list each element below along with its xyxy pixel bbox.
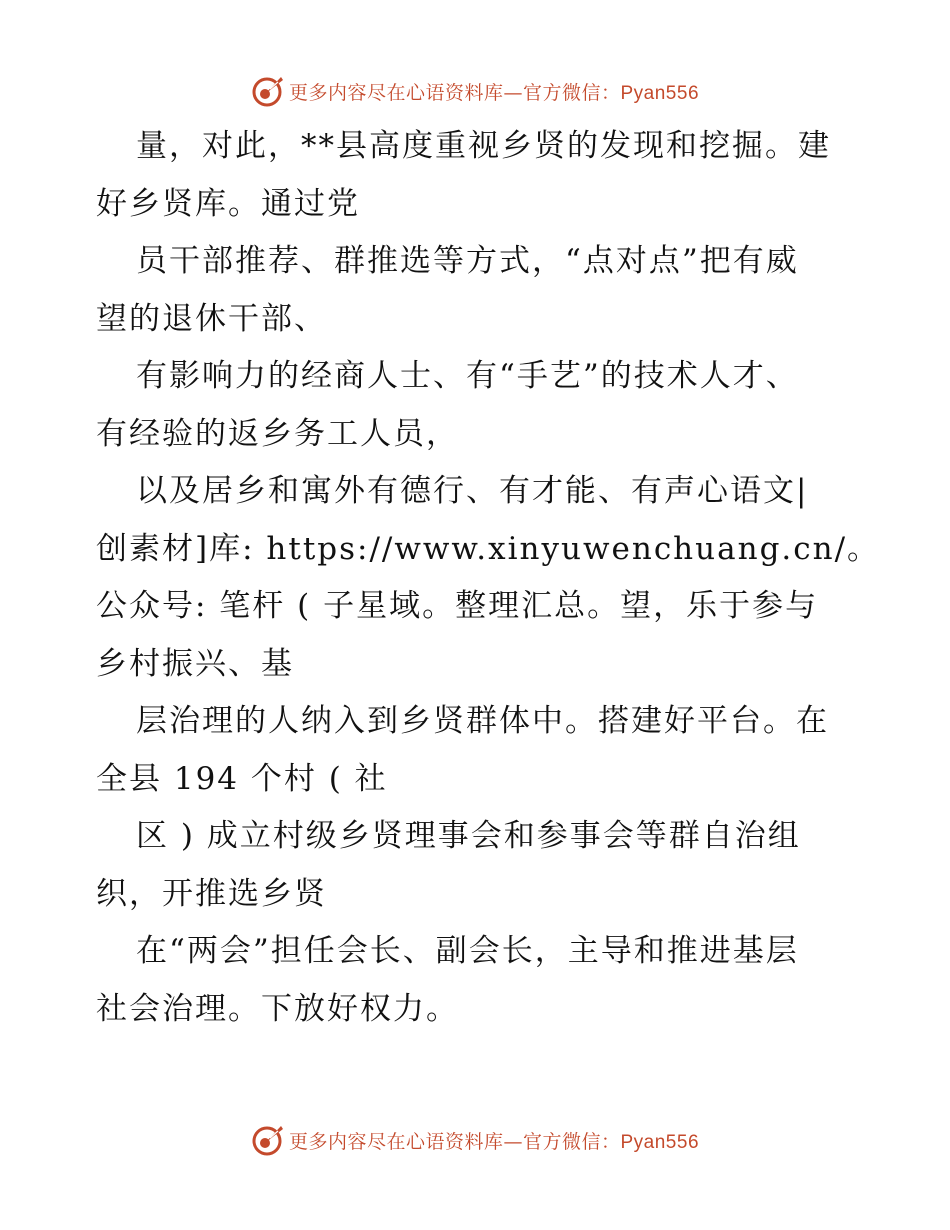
body-line: 以及居乡和寓外有德行、有才能、有声心语文| — [136, 473, 809, 509]
body-line: 乡村振兴、基 — [96, 645, 294, 682]
body-line: 望的退休干部、 — [96, 300, 327, 337]
footer-banner-text: 更多内容尽在心语资料库—官方微信：Pyan556 — [288, 1130, 700, 1153]
body-line: 好乡贤库。通过党 — [96, 185, 360, 222]
body-line: 创素材]库: https://www.xinyuwenchuang.cn/。 — [96, 530, 881, 567]
body-line: 员干部推荐、群推选等方式，“点对点”把有威 — [136, 243, 799, 279]
body-line: 层治理的人纳入到乡贤群体中。搭建好平台。在 — [136, 703, 829, 739]
body-line: 区 ) 成立村级乡贤理事会和参事会等群自治组 — [136, 818, 801, 854]
body-line: 织，开推选乡贤 — [96, 875, 327, 912]
document-body — [96, 118, 881, 1038]
body-line: 公众号: 笔杆 ( 子星域。整理汇总。望，乐于参与 — [96, 588, 819, 624]
footer-banner — [0, 1120, 950, 1160]
body-line: 社会治理。下放好权力。 — [96, 990, 459, 1027]
body-line: 量，对此，**县高度重视乡贤的发现和挖掘。建 — [136, 128, 831, 164]
header-banner — [0, 71, 950, 111]
footer-wechat-id: Pyan556 — [620, 1131, 700, 1153]
body-line: 在“两会”担任会长、副会长，主导和推进基层 — [136, 933, 799, 969]
header-banner-text: 更多内容尽在心语资料库—官方微信：Pyan556 — [288, 81, 700, 104]
quill-logo-icon — [251, 1123, 285, 1157]
body-line: 有经验的返乡务工人员， — [96, 415, 459, 452]
quill-logo-icon — [251, 74, 285, 108]
header-wechat-id: Pyan556 — [620, 82, 700, 104]
body-line: 全县 194 个村 ( 社 — [96, 760, 388, 797]
body-line: 有影响力的经商人士、有“手艺”的技术人才、 — [136, 358, 799, 394]
